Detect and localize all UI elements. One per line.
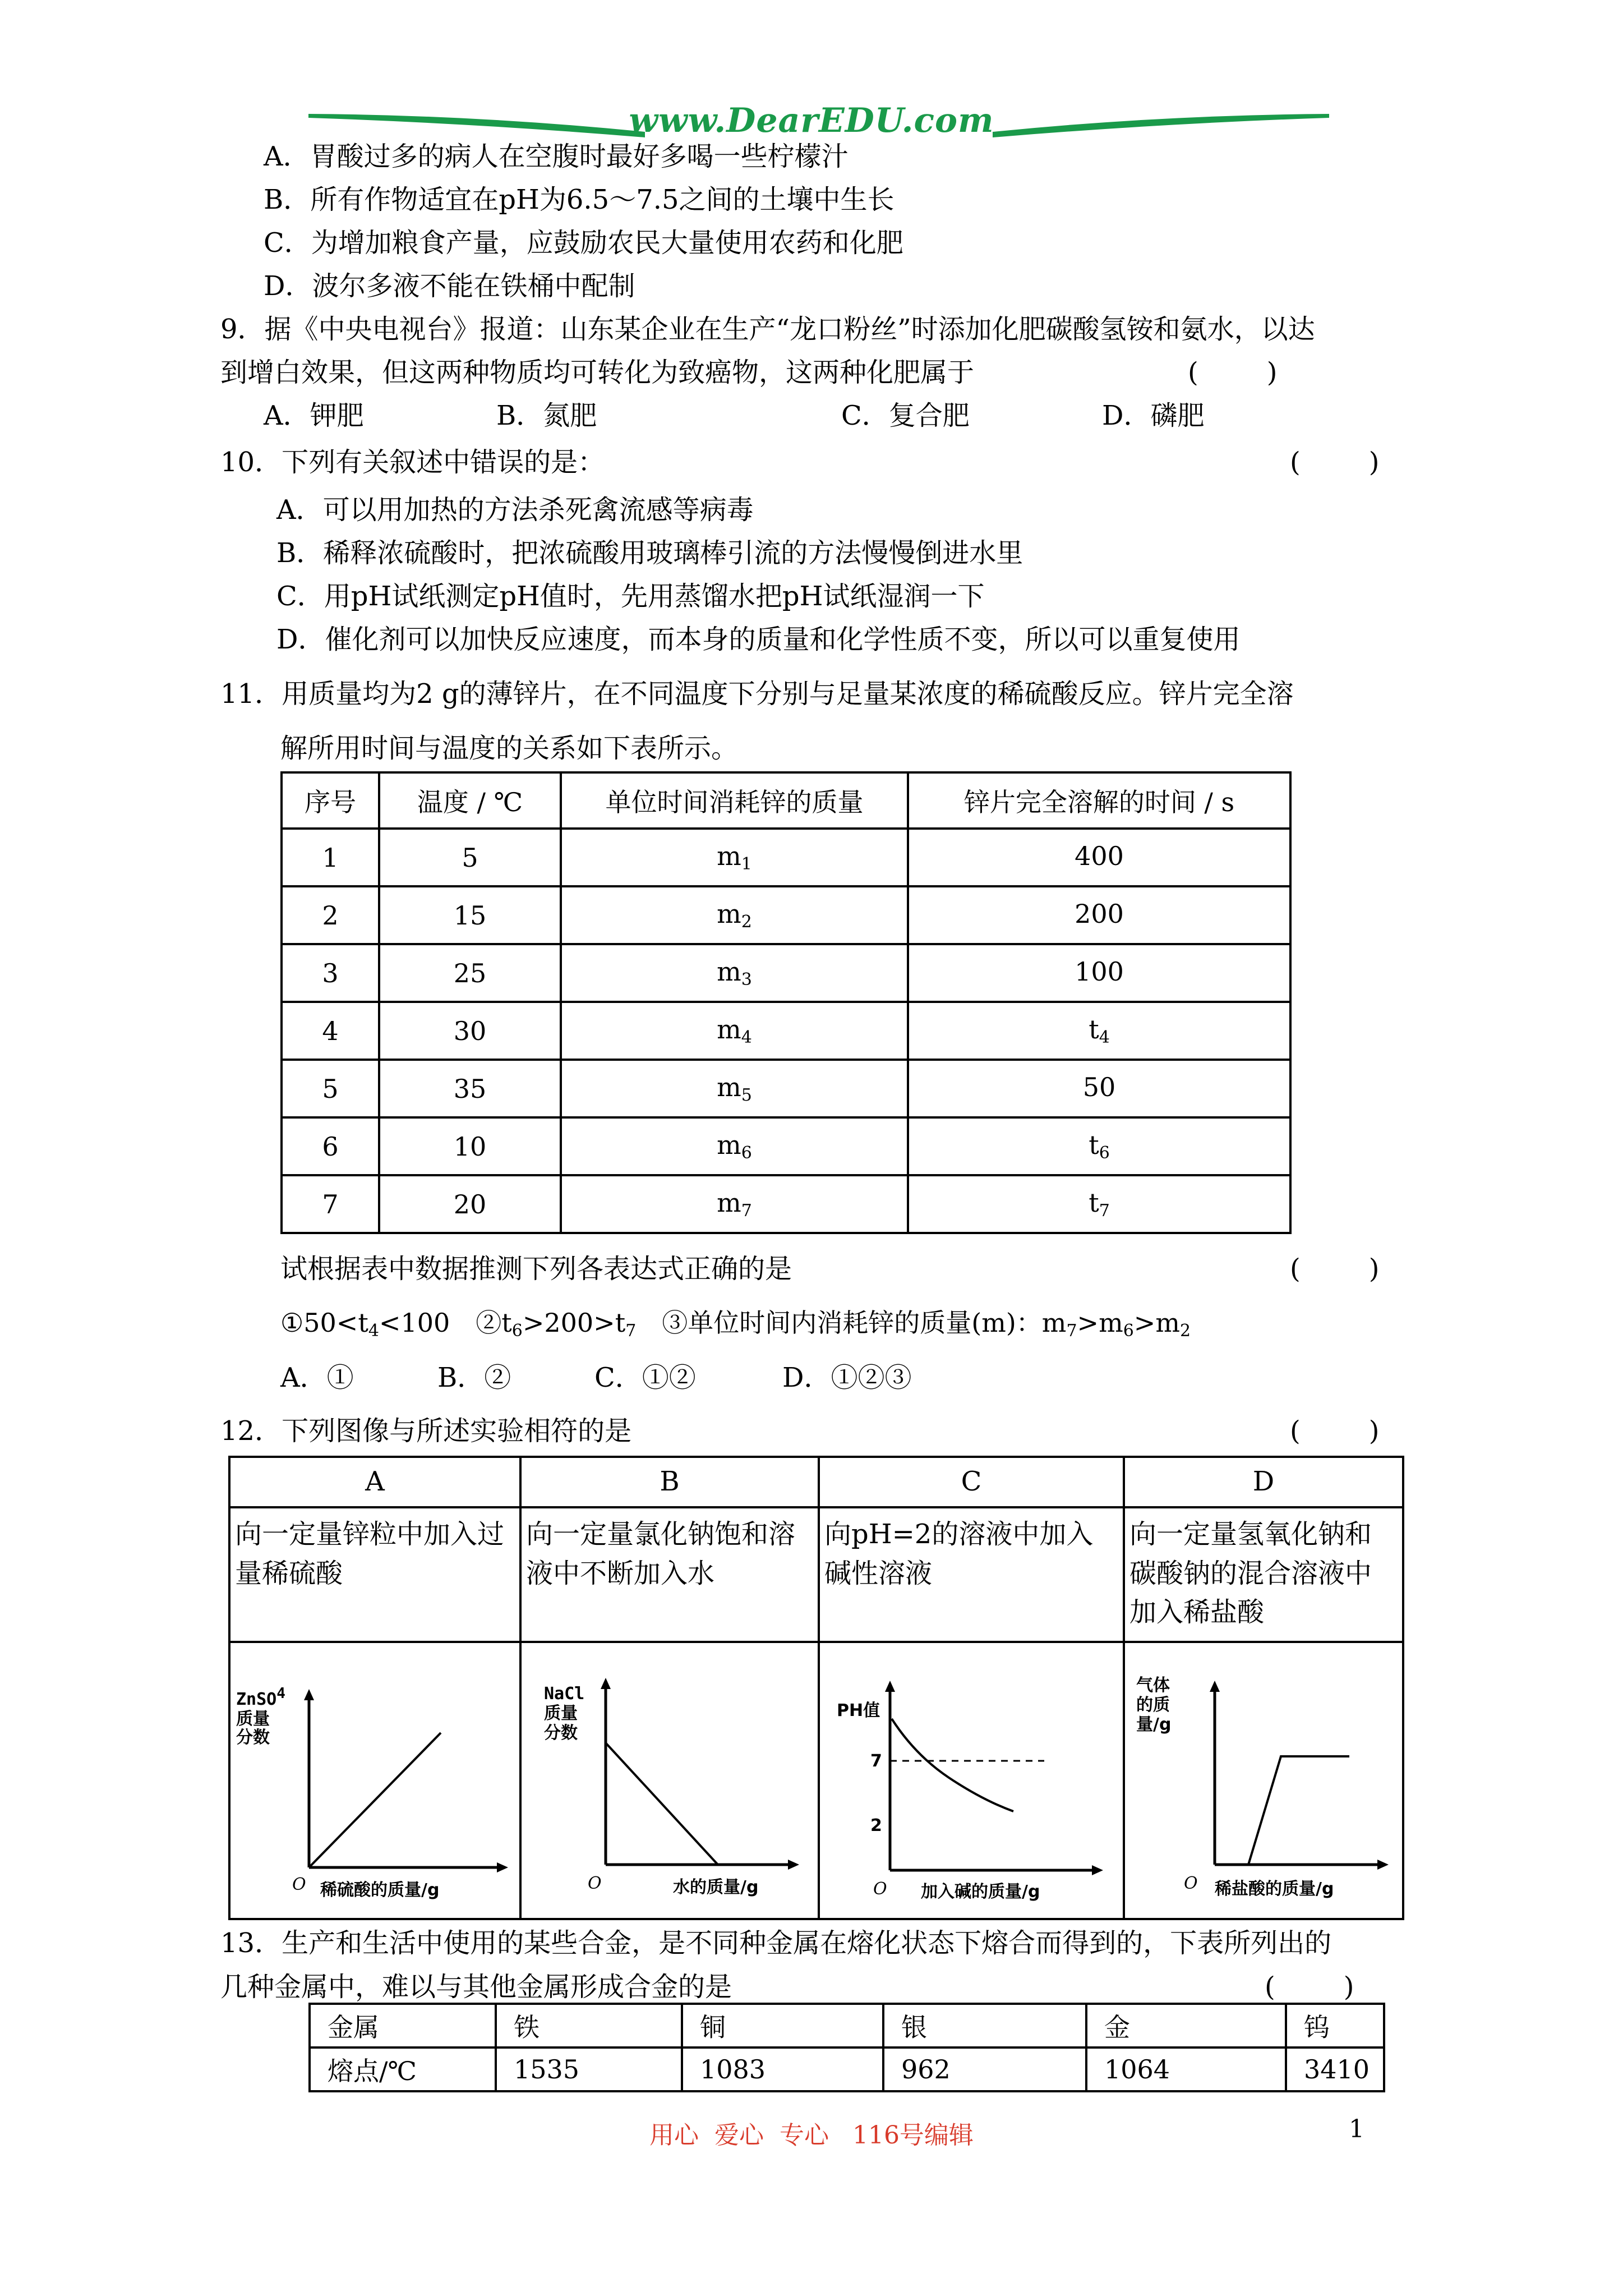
q11-expressions: $①50<t_4<100$ $②t_6>200>t_7$ ③单位时间内消耗锌的质量(m)：$m_7>m_6>m_2$ xyxy=(280,1308,1191,1341)
cell-header-mp: 熔点/℃ xyxy=(310,2047,496,2091)
curve-line xyxy=(309,1733,441,1867)
y-label-line3: 分数 xyxy=(544,1723,578,1743)
y-label: PH值 xyxy=(837,1701,880,1720)
table-row xyxy=(282,829,1290,886)
q8-option-b: B．所有作物适宜在pH为6.5～7.5之间的土壤中生长 xyxy=(264,184,895,215)
q12-stem: 12．下列图像与所述实验相符的是 xyxy=(220,1415,632,1447)
q11-answer-paren: ( ) xyxy=(1290,1253,1380,1285)
y-label-line1: 气体 xyxy=(1136,1676,1170,1695)
q11-stem-line1: 11．用质量均为2 g的薄锌片，在不同温度下分别与足量某浓度的稀硫酸反应。锌片完全溶 xyxy=(220,678,1294,710)
q10-option-d: D．催化剂可以加快反应速度，而本身的质量和化学性质不变，所以可以重复使用 xyxy=(276,624,1241,655)
x-axis-arrow xyxy=(497,1862,508,1872)
x-label: 稀盐酸的质量/g xyxy=(1215,1879,1334,1899)
q11-data-table xyxy=(280,771,1292,1234)
cell-index: 6 xyxy=(282,1117,379,1175)
table-row xyxy=(282,886,1290,944)
footer-text: 用心 爱心 专心 116号编辑 xyxy=(649,2121,974,2150)
q12-graph-b xyxy=(522,1643,813,1907)
q12-col-c-label: C xyxy=(819,1457,1124,1507)
cell-temp: 5 xyxy=(379,829,561,886)
y-label-line2: 质量 xyxy=(544,1704,578,1723)
table-row xyxy=(282,1175,1290,1233)
q8-option-c: C．为增加粮食产量，应鼓励农民大量使用农药和化肥 xyxy=(264,227,903,259)
x-axis-arrow xyxy=(1377,1860,1389,1870)
q12-graph-table xyxy=(228,1456,1404,1920)
q9-option-c: C．复合肥 xyxy=(841,400,970,431)
cell-time: $t_7$ xyxy=(908,1175,1290,1233)
cell-temp: 35 xyxy=(379,1060,561,1117)
table-row xyxy=(282,944,1290,1002)
q12-col-d-label: D xyxy=(1124,1457,1403,1507)
cell-time: 50 xyxy=(908,1060,1290,1117)
q10-option-a: A．可以用加热的方法杀死禽流感等病毒 xyxy=(276,494,754,526)
q9-option-b: B．氮肥 xyxy=(496,400,597,431)
cell-temp: 30 xyxy=(379,1002,561,1060)
q12-col-d-desc: 向一定量氢氧化钠和碳酸钠的混合溶液中加入稀盐酸 xyxy=(1124,1507,1403,1642)
cell-mass: $m_6$ xyxy=(561,1117,908,1175)
q8-option-d: D．波尔多液不能在铁桶中配制 xyxy=(264,270,635,302)
q12-col-b-label: B xyxy=(520,1457,819,1507)
x-label: 加入碱的质量/g xyxy=(921,1882,1040,1902)
q9-stem-line1: 9．据《中央电视台》报道：山东某企业在生产“龙口粉丝”时添加化肥碳酸氢铵和氨水，以达 xyxy=(220,314,1315,345)
cell-mp-fe: 1535 xyxy=(496,2047,682,2091)
curve-line xyxy=(892,1719,1013,1811)
x-axis-arrow xyxy=(788,1860,799,1870)
q11-option-a: A．① xyxy=(280,1362,354,1393)
q12-graph-d-cell xyxy=(1124,1642,1403,1919)
q12-col-c-desc: 向pH=2的溶液中加入碱性溶液 xyxy=(819,1507,1124,1642)
y-label-line2: 的质 xyxy=(1136,1695,1170,1715)
cell-mass: $m_1$ xyxy=(561,829,908,886)
cell-temp: 10 xyxy=(379,1117,561,1175)
q12-col-b-desc: 向一定量氯化钠饱和溶液中不断加入水 xyxy=(520,1507,819,1642)
table-row xyxy=(282,1117,1290,1175)
cell-time: $t_4$ xyxy=(908,1002,1290,1060)
q12-graph-a-cell xyxy=(229,1642,520,1919)
cell-time: 400 xyxy=(908,829,1290,886)
q10-option-b: B．稀释浓硫酸时，把浓硫酸用玻璃棒引流的方法慢慢倒进水里 xyxy=(276,537,1023,569)
q12-col-a-desc: 向一定量锌粒中加入过量稀硫酸 xyxy=(229,1507,520,1642)
cell-metal-au: 金 xyxy=(1086,2004,1286,2047)
q12-graph-a xyxy=(230,1643,517,1907)
y-label-line3: 量/g xyxy=(1136,1715,1172,1734)
q11-option-b: B．② xyxy=(437,1362,511,1393)
y-label-line1: ZnSO4 xyxy=(236,1685,285,1709)
cell-mp-au: 1064 xyxy=(1086,2047,1286,2091)
cell-mass: $m_7$ xyxy=(561,1175,908,1233)
cell-time: $t_6$ xyxy=(908,1117,1290,1175)
y-label-line3: 分数 xyxy=(236,1728,270,1747)
q11-option-d: D．①②③ xyxy=(782,1362,912,1393)
q12-graph-b-cell xyxy=(520,1642,819,1919)
cell-mp-ag: 962 xyxy=(883,2047,1086,2091)
cell-mass: $m_3$ xyxy=(561,944,908,1002)
tick-label-2: 2 xyxy=(870,1816,882,1835)
x-axis-arrow xyxy=(1092,1865,1103,1875)
q13-stem-line1: 13．生产和生活中使用的某些合金，是不同种金属在熔化状态下熔合而得到的，下表所列出的 xyxy=(220,1927,1332,1959)
q11-header-index: 序号 xyxy=(282,772,379,829)
cell-index: 1 xyxy=(282,829,379,886)
cell-time: 100 xyxy=(908,944,1290,1002)
x-label: 稀硫酸的质量/g xyxy=(320,1880,440,1900)
y-axis-arrow xyxy=(304,1689,314,1700)
q13-melting-point-table xyxy=(308,2003,1385,2092)
q11-prompt: 试根据表中数据推测下列各表达式正确的是 xyxy=(280,1253,792,1285)
q9-answer-paren: ( ) xyxy=(1188,357,1278,388)
curve-line xyxy=(606,1743,718,1865)
q9-stem-line2: 到增白效果，但这两种物质均可转化为致癌物，这两种化肥属于 xyxy=(220,357,975,388)
q11-stem-line2: 解所用时间与温度的关系如下表所示。 xyxy=(280,733,739,764)
q10-stem: 10．下列有关叙述中错误的是： xyxy=(220,447,605,478)
cell-index: 3 xyxy=(282,944,379,1002)
q9-option-a: A．钾肥 xyxy=(264,400,364,431)
q13-stem-line2: 几种金属中，难以与其他金属形成合金的是 xyxy=(220,1971,732,2003)
q11-header-time: 锌片完全溶解的时间 / s xyxy=(908,772,1290,829)
cell-index: 5 xyxy=(282,1060,379,1117)
q11-option-c: C．①② xyxy=(594,1362,696,1393)
cell-mass: $m_4$ xyxy=(561,1002,908,1060)
q12-graph-c-cell xyxy=(819,1642,1124,1919)
header-site-logo: www.DearEDU.com xyxy=(629,101,994,140)
cell-temp: 20 xyxy=(379,1175,561,1233)
curve-line xyxy=(1215,1756,1349,1865)
cell-temp: 25 xyxy=(379,944,561,1002)
q12-graph-c xyxy=(820,1643,1120,1907)
cell-metal-cu: 铜 xyxy=(682,2004,883,2047)
page-number: 1 xyxy=(1349,2115,1364,2143)
q11-header-mass: 单位时间消耗锌的质量 xyxy=(561,772,908,829)
q12-graph-d xyxy=(1125,1643,1400,1907)
cell-index: 7 xyxy=(282,1175,379,1233)
q12-col-a-label: A xyxy=(229,1457,520,1507)
y-axis-arrow xyxy=(885,1681,895,1692)
origin-label: O xyxy=(292,1875,306,1894)
cell-mp-w: 3410 xyxy=(1286,2047,1384,2091)
cell-mp-cu: 1083 xyxy=(682,2047,883,2091)
cell-metal-w: 钨 xyxy=(1286,2004,1384,2047)
table-row xyxy=(282,1060,1290,1117)
y-label-line2: 质量 xyxy=(236,1709,270,1729)
cell-time: 200 xyxy=(908,886,1290,944)
x-label: 水的质量/g xyxy=(673,1878,759,1897)
table-row xyxy=(282,1002,1290,1060)
q12-answer-paren: ( ) xyxy=(1290,1415,1380,1447)
cell-header-metal: 金属 xyxy=(310,2004,496,2047)
tick-label-7: 7 xyxy=(870,1751,882,1771)
origin-label: O xyxy=(873,1879,887,1899)
q8-option-a: A．胃酸过多的病人在空腹时最好多喝一些柠檬汁 xyxy=(264,141,849,172)
y-label-line1: NaCl xyxy=(544,1684,585,1704)
q10-option-c: C．用pH试纸测定pH值时，先用蒸馏水把pH试纸湿润一下 xyxy=(276,581,985,612)
cell-metal-fe: 铁 xyxy=(496,2004,682,2047)
cell-mass: $m_2$ xyxy=(561,886,908,944)
q11-header-temp: 温度 / ℃ xyxy=(379,772,561,829)
y-axis-arrow xyxy=(601,1678,611,1689)
cell-mass: $m_5$ xyxy=(561,1060,908,1117)
cell-index: 4 xyxy=(282,1002,379,1060)
q10-answer-paren: ( ) xyxy=(1290,447,1380,478)
cell-metal-ag: 银 xyxy=(883,2004,1086,2047)
q13-answer-paren: ( ) xyxy=(1265,1971,1354,2003)
cell-index: 2 xyxy=(282,886,379,944)
y-axis-arrow xyxy=(1210,1681,1220,1692)
q9-option-d: D．磷肥 xyxy=(1102,400,1205,431)
origin-label: O xyxy=(1184,1874,1198,1893)
cell-temp: 15 xyxy=(379,886,561,944)
origin-label: O xyxy=(588,1874,602,1893)
